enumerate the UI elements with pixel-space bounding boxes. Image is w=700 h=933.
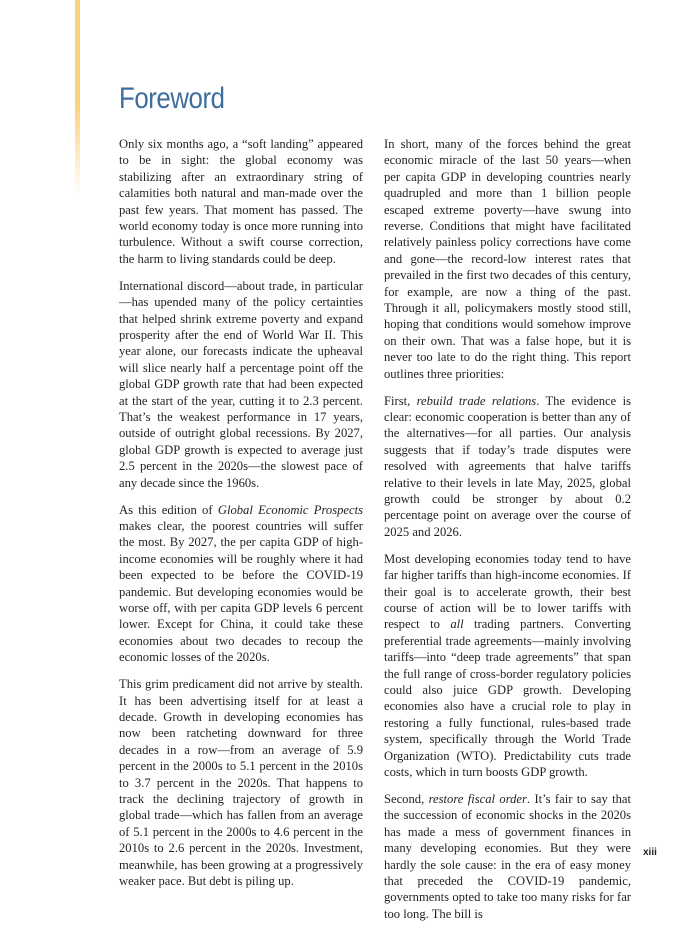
- text-run: trading partners. Converting preferential trade agreements—mainly involving tariffs—into “deep trade agreements” that span the full range of cross-border regulatory policies could also juice GDP growth. Developing economies also have a crucial role to play in restoring a fully functional, rules-based trade system, specifically through the World Trade Organization (WTO). Predictability cuts trade costs, which in turn boosts GDP growth.: [384, 617, 631, 780]
- paragraph: [384, 393, 631, 541]
- paragraph: [119, 502, 363, 666]
- text-run: . The evidence is clear: economic cooperation is better than any of the alternatives—for all parties. Our analysis suggests that if today’s trade disputes were resolved with agreements that halve tariffs relative to their levels in late May, 2025, global growth could be stronger by about 0.2 percentage point on average over the course of 2025 and 2026.: [384, 393, 631, 539]
- priority-emphasis: rebuild trade relations: [416, 393, 537, 408]
- text-run: makes clear, the poorest countries will suffer the most. By 2027, the per capita GDP of high-income economies will be roughly where it had been expected to be before the COVID-19 pandemic. But developing economies would be worse off, with per capita GDP levels 6 percent lower. Except for China, it could take these economies about two decades to recoup the economic losses of the 2020s.: [119, 518, 363, 665]
- publication-title: Global Economic Prospects: [217, 502, 363, 517]
- paragraph: This grim predicament did not arrive by stealth. It has been advertising itself for at least a decade. Growth in developing economies has now been ratcheting downward for three decades in a row—from an average of 5.9 percent in the 2000s to 5.1 percent in the 2010s to 3.7 percent in the 2020s. That happens to track the declining trajectory of growth in global trade—which has fallen from an average of 5.1 percent in the 2000s to 4.6 percent in the 2010s to 2.6 percent in the 2020s. Investment, meanwhile, has been growing at a progressively weaker pace. But debt is piling up.: [119, 677, 363, 888]
- paragraph: [384, 791, 631, 922]
- page-number: xiii: [643, 847, 657, 858]
- paragraph: In short, many of the forces behind the great economic miracle of the last 50 years—when per capita GDP in developing countries nearly quadrupled and more than 1 billion people escaped extreme poverty—have swung into reverse. Conditions that might have facilitated relatively painless policy corrections have come and gone—the record-low interest rates that prevailed in the first two decades of this century, for example, are now a thing of the past. Through it all, policymakers mostly stood still, hoping that conditions would somehow improve on their own. That was a false hope, but it is never too late to do the right thing. This report outlines three priorities:: [384, 137, 631, 381]
- paragraph: [384, 551, 631, 781]
- priority-emphasis: restore fiscal order: [428, 791, 527, 806]
- paragraph: Only six months ago, a “soft landing” appeared to be in sight: the global economy was stabilizing after an extraordinary string of calamities both natural and man-made over the past few years. That moment has passed. The world economy today is once more running into turbulence. Without a swift course correction, the harm to living standards could be deep.: [119, 137, 363, 266]
- decorative-accent-bar: [75, 0, 80, 195]
- text-run: Second,: [384, 791, 429, 806]
- emphasis: all: [450, 617, 464, 632]
- page-title: Foreword: [119, 82, 225, 115]
- paragraph: International discord—about trade, in particular—has upended many of the policy certainties that helped shrink extreme poverty and expand prosperity after the end of World War II. This year alone, our forecasts indicate the upheaval will slice nearly half a percentage point off the global GDP growth rate that had been expected at the start of the year, cutting it to 2.3 percent. That’s the weakest performance in 17 years, outside of outright global recessions. By 2027, global GDP growth is expected to average just 2.5 percent in the 2020s—the slowest pace of any decade since the 1960s.: [119, 278, 363, 490]
- right-column: [384, 136, 631, 933]
- text-run: Most developing economies today tend to have far higher tariffs than high-income economies. If their goal is to accelerate growth, their best course of action will be to lower tariffs with respect to: [384, 551, 631, 632]
- text-run: First,: [384, 393, 417, 408]
- text-run: As this edition of: [119, 502, 218, 517]
- text-run: . It’s fair to say that the succession of economic shocks in the 2020s has made a mess of government finances in many developing economies. But they were hardly the sole cause: in the era of easy money that preceded the COVID-19 pandemic, governments opted to take too many risks for far too long. The bill is: [384, 791, 632, 921]
- left-column: [119, 136, 363, 900]
